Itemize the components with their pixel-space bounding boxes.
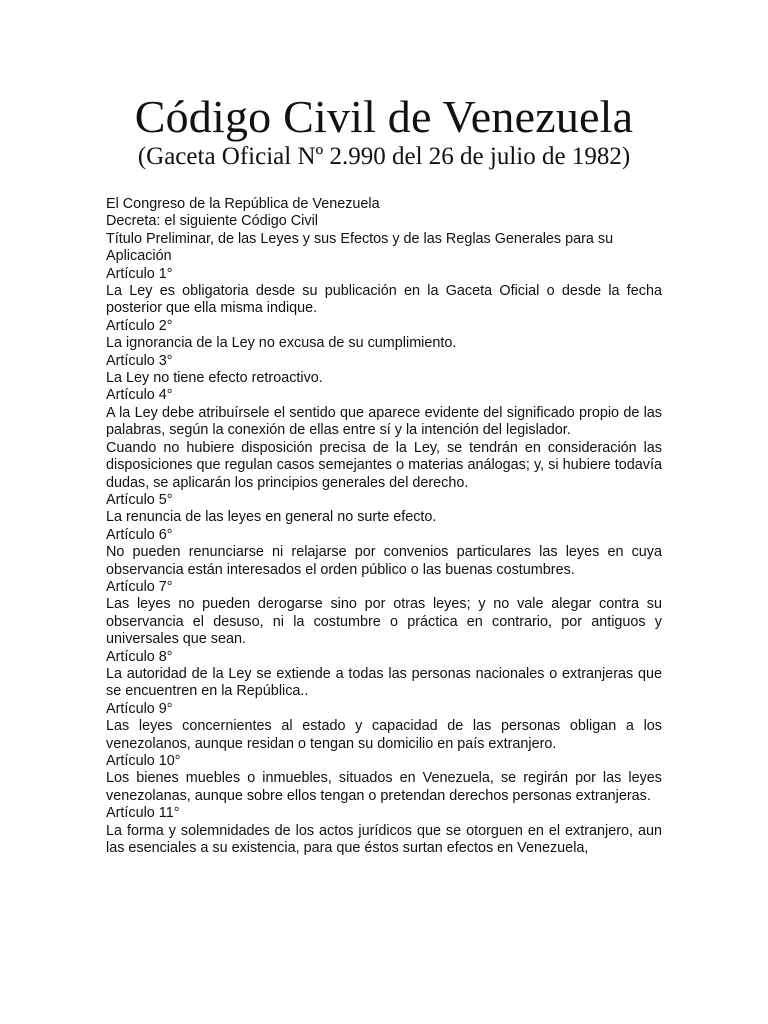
article-heading: Artículo 3° xyxy=(106,352,173,369)
article-heading: Artículo 2° xyxy=(106,317,173,334)
article-paragraph: No pueden renunciarse ni relajarse por convenios particulares las leyes en cuya observancia están interesados el orden público o las buenas costumbres. xyxy=(106,544,662,578)
article-heading: Artículo 6° xyxy=(106,526,173,543)
article-heading: Artículo 5° xyxy=(106,491,173,508)
document-title: Código Civil de Venezuela xyxy=(134,91,634,142)
intro-line: Título Preliminar, de las Leyes y sus Efectos y de las Reglas Generales para su Aplicación xyxy=(106,230,614,265)
article-heading: Artículo 4° xyxy=(106,387,173,404)
article-paragraph: La Ley es obligatoria desde su publicación en la Gaceta Oficial o desde la fecha posterior que ella misma indique. xyxy=(106,283,662,317)
article-paragraph: Las leyes no pueden derogarse sino por otras leyes; y no vale alegar contra su observancia el desuso, ni la costumbre o práctica en contrario, por antiguos y universales que sean. xyxy=(106,596,662,648)
article-heading: Artículo 7° xyxy=(106,578,173,595)
article-paragraph: La renuncia de las leyes en general no surte efecto. xyxy=(106,509,437,526)
article-paragraph: La forma y solemnidades de los actos jurídicos que se otorguen en el extranjero, aun las esenciales a su existencia, para que éstos surtan efectos en Venezuela, xyxy=(106,822,662,857)
article-paragraph: La ignorancia de la Ley no excusa de su cumplimiento. xyxy=(106,335,457,352)
article-heading: Artículo 10° xyxy=(106,753,181,769)
article-paragraph: Los bienes muebles o inmuebles, situados en Venezuela, se regirán por las leyes venezolanas, aunque sobre ellos tengan o pretendan derechos personas extranjeras. xyxy=(106,770,662,804)
article-heading: Artículo 8° xyxy=(106,648,173,665)
article-paragraph: La Ley no tiene efecto retroactivo. xyxy=(106,370,323,387)
article-heading: Artículo 9° xyxy=(106,700,173,717)
article-heading: Artículo 11° xyxy=(106,805,180,822)
article-paragraph: Las leyes concernientes al estado y capacidad de las personas obligan a los venezolanos, aunque residan o tengan su domicilio en país extranjero. xyxy=(106,718,662,752)
article-paragraph: A la Ley debe atribuírsele el sentido que aparece evidente del significado propio de las palabras, según la conexión de ellas entre sí y la intención del legislador. xyxy=(106,404,662,439)
article-paragraph: La autoridad de la Ley se extiende a todas las personas nacionales o extranjeras que se encuentren en la República.. xyxy=(106,665,662,700)
article-heading: Artículo 1° xyxy=(106,265,173,282)
intro-line: Decreta: el siguiente Código Civil xyxy=(106,213,318,230)
intro-line: El Congreso de la República de Venezuela xyxy=(106,196,380,212)
document-subtitle: (Gaceta Oficial Nº 2.990 del 26 de julio de 1982) xyxy=(137,143,631,170)
document-body xyxy=(106,196,662,857)
article-paragraph: Cuando no hubiere disposición precisa de la Ley, se tendrán en consideración las disposiciones que regulan casos semejantes o materias análogas; y, si hubiere todavía dudas, se aplicarán los principios generales del derecho. xyxy=(106,439,662,491)
